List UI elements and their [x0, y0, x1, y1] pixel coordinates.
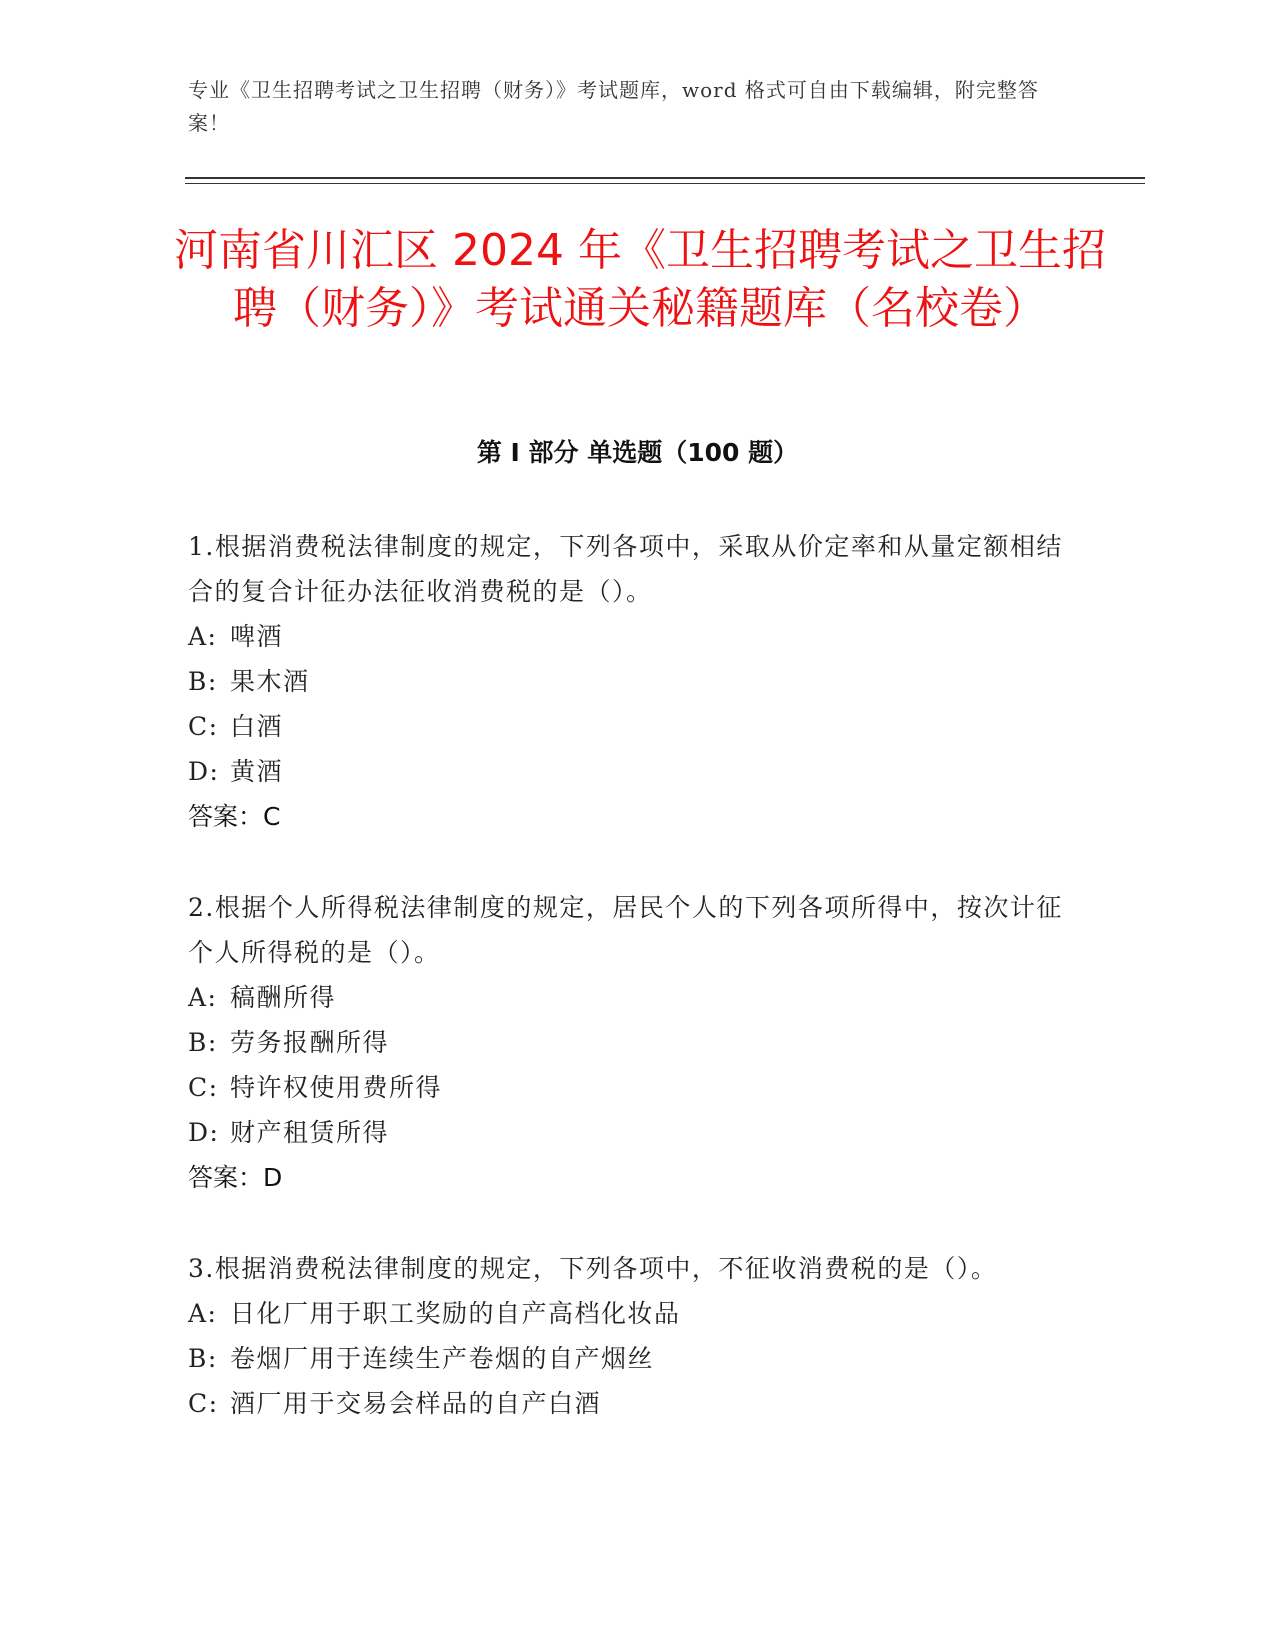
- question-list: [188, 524, 1068, 1472]
- option-text: 特许权使用费所得: [230, 1073, 443, 1102]
- section-title: 第 I 部分 单选题（100 题）: [476, 438, 799, 467]
- option-text: 日化厂用于职工奖励的自产高档化妆品: [230, 1299, 681, 1328]
- header-divider-thin: [185, 183, 1145, 184]
- answer-line: [188, 1155, 1068, 1200]
- question-1: [188, 524, 1068, 839]
- option-d: [188, 1110, 1068, 1155]
- option-b: [188, 1336, 1068, 1381]
- option-key: A:: [188, 1299, 218, 1328]
- question-3: [188, 1246, 1068, 1426]
- option-text: 白酒: [230, 712, 284, 741]
- option-key: D:: [188, 1118, 220, 1147]
- option-c: [188, 704, 1068, 749]
- option-key: B:: [188, 1028, 218, 1057]
- option-c: [188, 1381, 1068, 1426]
- option-a: [188, 614, 1068, 659]
- option-text: 果木酒: [230, 667, 310, 696]
- answer-value: C: [263, 802, 281, 831]
- question-stem: 3.根据消费税法律制度的规定，下列各项中，不征收消费税的是（）。: [188, 1254, 998, 1283]
- option-b: [188, 659, 1068, 704]
- answer-value: D: [263, 1163, 283, 1192]
- option-a: [188, 1291, 1068, 1336]
- answer-prefix: 答案：: [188, 1163, 264, 1192]
- option-b: [188, 1020, 1068, 1065]
- option-text: 劳务报酬所得: [230, 1028, 390, 1057]
- question-stem: 2.根据个人所得税法律制度的规定，居民个人的下列各项所得中，按次计征个人所得税的是（）。: [188, 893, 1063, 967]
- question-2: [188, 885, 1068, 1200]
- option-key: B:: [188, 1344, 218, 1373]
- option-key: A:: [188, 622, 218, 651]
- question-stem: 1.根据消费税法律制度的规定，下列各项中，采取从价定率和从量定额相结合的复合计征办法征收消费税的是（）。: [188, 532, 1063, 606]
- option-key: C:: [188, 1073, 219, 1102]
- option-text: 酒厂用于交易会样品的自产白酒: [230, 1389, 602, 1418]
- option-text: 啤酒: [230, 622, 284, 651]
- option-d: [188, 749, 1068, 794]
- option-text: 卷烟厂用于连续生产卷烟的自产烟丝: [230, 1344, 655, 1373]
- option-key: B:: [188, 667, 218, 696]
- answer-line: [188, 794, 1068, 839]
- option-text: 黄酒: [230, 757, 284, 786]
- option-text: 稿酬所得: [230, 983, 337, 1012]
- answer-prefix: 答案：: [188, 802, 264, 831]
- option-c: [188, 1065, 1068, 1110]
- header-divider: [185, 177, 1145, 179]
- option-key: C:: [188, 1389, 219, 1418]
- option-key: C:: [188, 712, 219, 741]
- option-a: [188, 975, 1068, 1020]
- option-key: A:: [188, 983, 218, 1012]
- document-title: 河南省川汇区 2024 年《卫生招聘考试之卫生招聘（财务）》考试通关秘籍题库（名校卷）: [174, 225, 1106, 334]
- option-key: D:: [188, 757, 220, 786]
- option-text: 财产租赁所得: [230, 1118, 390, 1147]
- header-note: 专业《卫生招聘考试之卫生招聘（财务）》考试题库，word 格式可自由下载编辑，附完整答案！: [188, 78, 1039, 135]
